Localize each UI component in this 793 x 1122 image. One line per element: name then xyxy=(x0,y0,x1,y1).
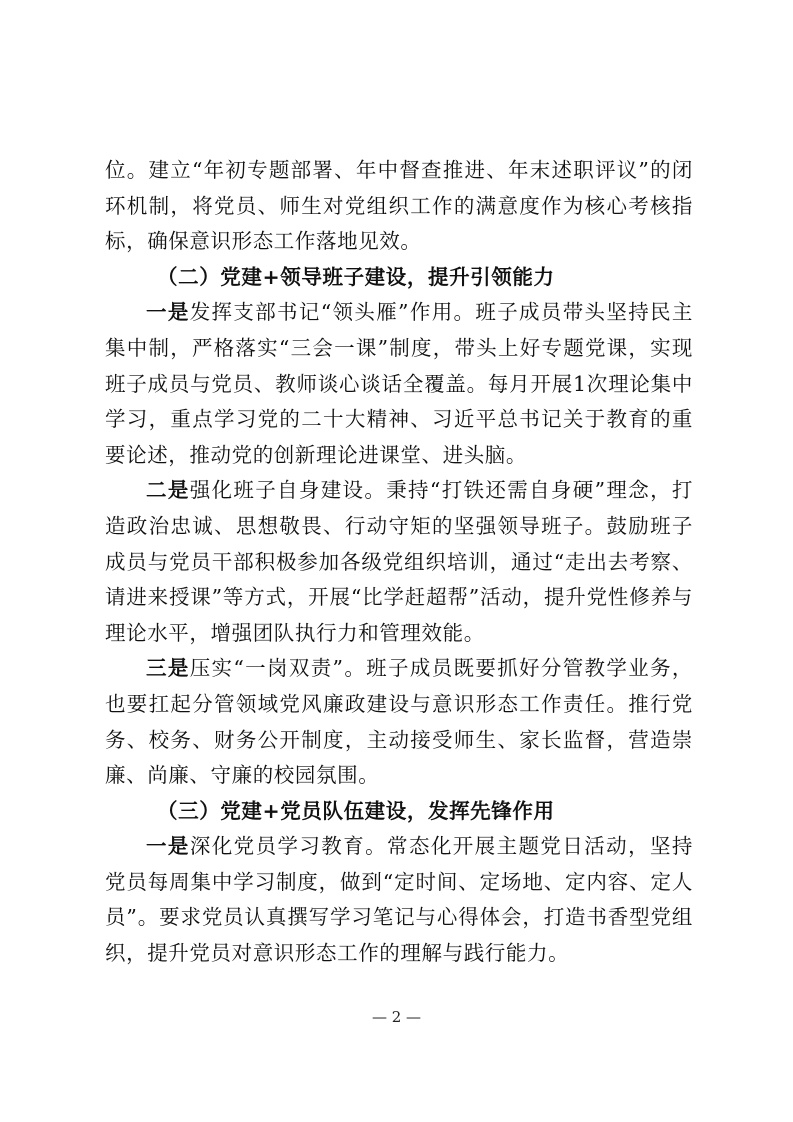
page-number: — 2 — xyxy=(371,1008,422,1026)
paragraph-text: 位。建立“年初专题部署、年中督查推进、年末述职评议”的闭环机制，将党员、师生对党组织工作的满意度作为核心考核指标，确保意识形态工作落地见效。 xyxy=(105,158,693,254)
paragraph-lead: 三是 xyxy=(146,656,190,681)
paragraph-lead: 二是 xyxy=(146,478,190,503)
section-heading-2: （二）党建+领导班子建设，提升引领能力 xyxy=(157,264,555,289)
paragraph-continuation xyxy=(105,153,693,260)
paragraph-lead: 一是 xyxy=(146,834,190,859)
paragraph-text: 发挥支部书记“领头雁”作用。班子成员带头坚持民主集中制，严格落实“三会一课”制度，带头上好专题党课，实现班子成员与党员、教师谈心谈话全覆盖。每月开展1次理论集中学习，重点学习党的二十大精神、习近平总书记关于教育的重要论述，推动党的创新理论进课堂、进头脑。 xyxy=(105,300,694,467)
paragraph-item xyxy=(105,651,693,793)
paragraph-text: 强化班子自身建设。秉持“打铁还需自身硬”理念，打造政治忠诚、思想敬畏、行动守矩的坚强领导班子。鼓励班子成员与党员干部积极参加各级党组织培训，通过“走出去考察、请进来授课”等方式，开展“比学赶超帮”活动，提升党性修养与理论水平，增强团队执行力和管理效能。 xyxy=(105,478,694,645)
document-body xyxy=(105,153,693,972)
paragraph-lead: 一是 xyxy=(146,300,190,325)
paragraph-item xyxy=(105,829,693,971)
paragraph-item xyxy=(105,473,693,651)
section-heading-3: （三）党建+党员队伍建设，发挥先锋作用 xyxy=(157,798,555,823)
paragraph-item xyxy=(105,295,693,473)
paragraph-text: 深化党员学习教育。常态化开展主题党日活动，坚持党员每周集中学习制度，做到“定时间、定场地、定内容、定人员”。要求党员认真撰写学习笔记与心得体会，打造书香型党组织，提升党员对意识形态工作的理解与践行能力。 xyxy=(105,834,693,966)
paragraph-text: 压实“一岗双责”。班子成员既要抓好分管教学业务，也要扛起分管领域党风廉政建设与意识形态工作责任。推行党务、校务、财务公开制度，主动接受师生、家长监督，营造崇廉、尚廉、守廉的校园氛围。 xyxy=(105,656,694,788)
